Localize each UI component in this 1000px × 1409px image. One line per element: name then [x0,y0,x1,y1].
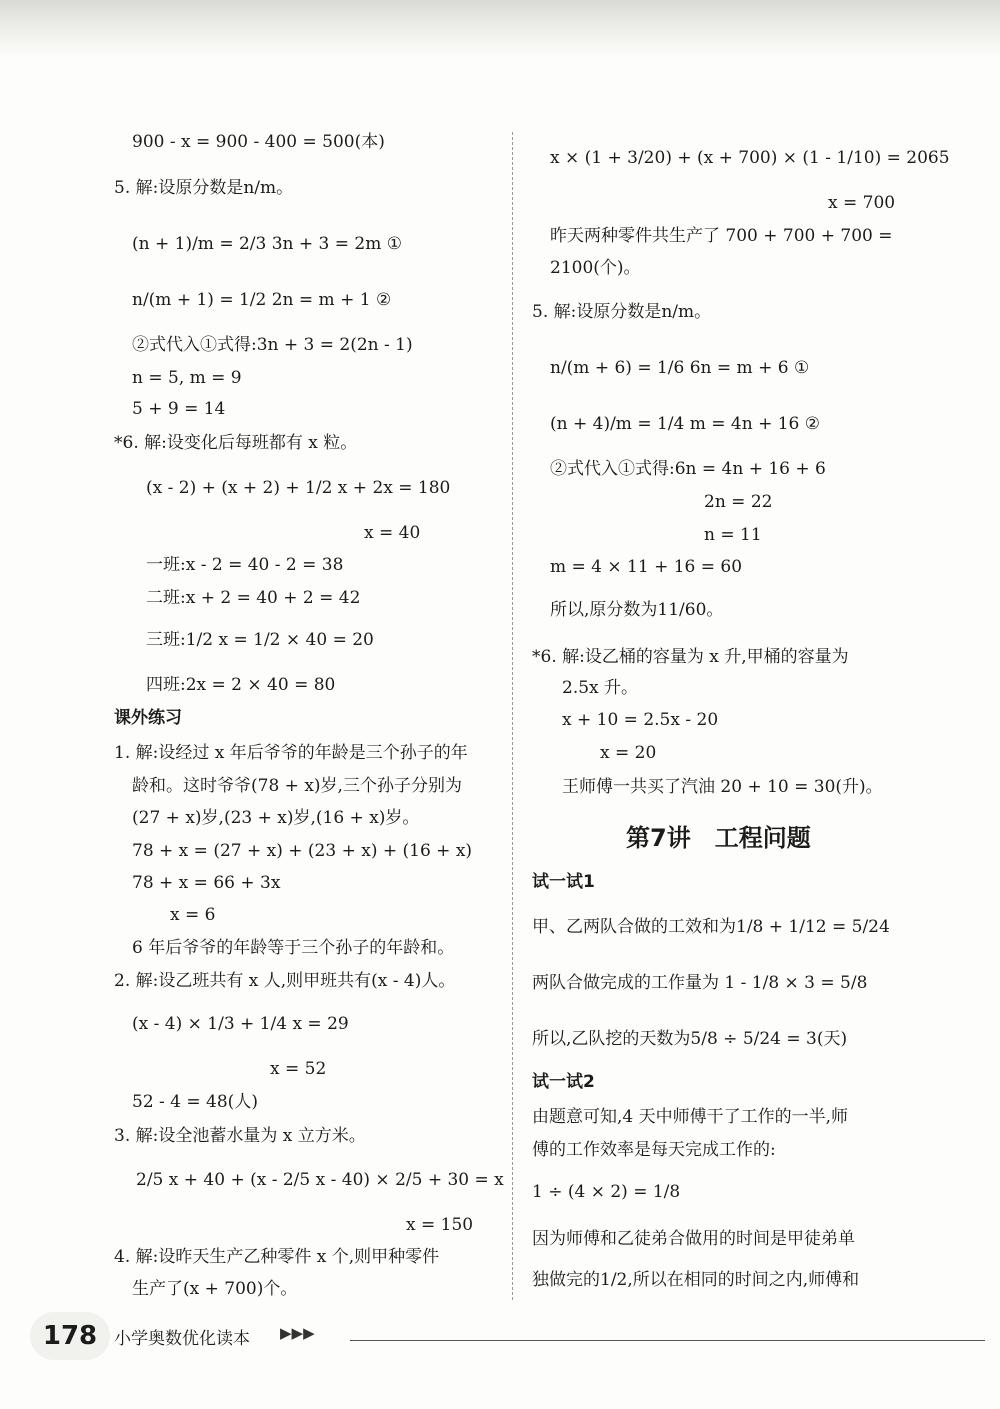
text-line: 900 - x = 900 - 400 = 500(本) [132,132,385,152]
text-line: x = 6 [170,905,216,925]
text-line: 2. 解:设乙班共有 x 人,则甲班共有(x - 4)人。 [114,971,456,991]
text-line: n/(m + 6) = 1/6 6n = m + 6 ① [550,358,810,378]
text-line: 由题意可知,4 天中师傅干了工作的一半,师 [532,1107,849,1127]
column-divider [512,132,514,1300]
text-line: *6. 解:设乙桶的容量为 x 升,甲桶的容量为 [532,647,849,667]
text-line: 一班:x - 2 = 40 - 2 = 38 [146,555,344,575]
text-line: 所以,乙队挖的天数为5/8 ÷ 5/24 = 3(天) [532,1029,848,1049]
section-heading: 试一试2 [532,1072,595,1092]
text-line: 78 + x = (27 + x) + (23 + x) + (16 + x) [132,841,473,861]
text-line: *6. 解:设变化后每班都有 x 粒。 [114,433,358,453]
text-line: 5 + 9 = 14 [132,399,226,419]
text-line: ②式代入①式得:3n + 3 = 2(2n - 1) [132,335,413,355]
text-line: 2.5x 升。 [562,678,639,698]
text-line: 52 - 4 = 48(人) [132,1092,258,1112]
text-line: x × (1 + 3/20) + (x + 700) × (1 - 1/10) = 2065 [550,148,950,168]
text-line: x = 20 [600,743,657,763]
text-line: 3. 解:设全池蓄水量为 x 立方米。 [114,1126,366,1146]
text-line: 5. 解:设原分数是n/m。 [114,178,294,198]
text-line: 生产了(x + 700)个。 [132,1279,298,1299]
footer-rule [350,1340,985,1341]
text-line: (n + 1)/m = 2/3 3n + 3 = 2m ① [132,234,403,254]
text-line: 2n = 22 [704,492,773,512]
text-line: 5. 解:设原分数是n/m。 [532,302,712,322]
text-line: x + 10 = 2.5x - 20 [562,710,719,730]
section-heading: 试一试1 [532,872,595,892]
text-line: (x - 2) + (x + 2) + 1/2 x + 2x = 180 [146,478,451,498]
text-line: 1. 解:设经过 x 年后爷爷的年龄是三个孙子的年 [114,743,468,763]
book-title: 小学奥数优化读本 [114,1329,250,1349]
text-line: 因为师傅和乙徒弟合做用的时间是甲徒弟单 [532,1229,855,1249]
text-line: x = 700 [828,193,896,213]
text-line: 1 ÷ (4 × 2) = 1/8 [532,1182,681,1202]
text-line: (27 + x)岁,(23 + x)岁,(16 + x)岁。 [132,808,420,828]
lecture-title: 第7讲 工程问题 [626,824,811,852]
text-line: 所以,原分数为11/60。 [550,600,724,620]
text-line: 2/5 x + 40 + (x - 2/5 x - 40) × 2/5 + 30 = x [136,1170,504,1190]
text-line: n = 11 [704,525,762,545]
text-line: 傅的工作效率是每天完成工作的: [532,1140,776,1160]
text-line: x = 40 [364,523,421,543]
text-line: ②式代入①式得:6n = 4n + 16 + 6 [550,459,826,479]
text-line: 甲、乙两队合做的工效和为1/8 + 1/12 = 5/24 [532,917,890,937]
text-line: x = 150 [406,1215,474,1235]
text-line: 三班:1/2 x = 1/2 × 40 = 20 [146,630,374,650]
text-line: 2100(个)。 [550,258,641,278]
arrow-icon: ▶▶▶ [280,1324,315,1342]
text-line: 王师傅一共买了汽油 20 + 10 = 30(升)。 [562,777,883,797]
text-line: x = 52 [270,1059,327,1079]
page-number: 178 [30,1312,110,1360]
section-heading: 课外练习 [114,708,182,728]
text-line: (x - 4) × 1/3 + 1/4 x = 29 [132,1014,349,1034]
text-line: 6 年后爷爷的年龄等于三个孙子的年龄和。 [132,938,455,958]
text-line: 四班:2x = 2 × 40 = 80 [146,675,336,695]
page-footer [30,1312,985,1368]
text-line: n/(m + 1) = 1/2 2n = m + 1 ② [132,290,392,310]
text-line: 昨天两种零件共生产了 700 + 700 + 700 = [550,226,893,246]
text-line: (n + 4)/m = 1/4 m = 4n + 16 ② [550,414,821,434]
text-line: n = 5, m = 9 [132,368,242,388]
text-line: 龄和。这时爷爷(78 + x)岁,三个孙子分别为 [132,776,462,796]
text-line: 两队合做完成的工作量为 1 - 1/8 × 3 = 5/8 [532,973,868,993]
text-line: 独做完的1/2,所以在相同的时间之内,师傅和 [532,1270,860,1290]
text-line: 二班:x + 2 = 40 + 2 = 42 [146,588,361,608]
text-line: 4. 解:设昨天生产乙种零件 x 个,则甲种零件 [114,1247,440,1267]
text-line: 78 + x = 66 + 3x [132,873,281,893]
text-line: m = 4 × 11 + 16 = 60 [550,557,743,577]
